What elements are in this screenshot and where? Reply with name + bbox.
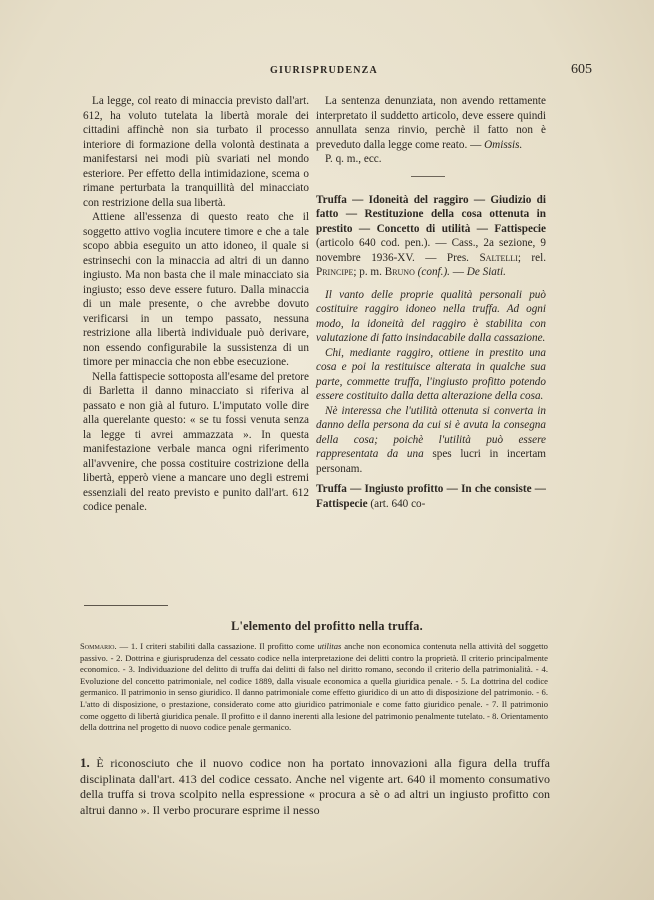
case-rel-label: ; rel.	[517, 251, 546, 264]
next-case-title: Truffa — Ingiusto profitto — In che consiste — Fattispecie	[316, 483, 546, 510]
section-title: L'elemento del profitto nella truffa.	[231, 619, 423, 633]
summary-part-2: anche non economica contenuta nella attività del soggetto passivo. - 2. Dottrina e giurisprudenza del cessato codice nella interpretazione dei delitti contro la proprietà. Il criterio principalmente economico. - 3. Individuazione del delitto di truffa dai delitti di falso nel diritto romano, secondo il criterio della patrimonialità. - 4. Evoluzione del concetto patrimoniale, nel codice 1889, dalla visuale economica a quella giuridica penale. - 5. La dottrina del codice germanico. Il patrimonio in senso giuridico. Il danno patrimoniale come effetto giuridico di un atto di disposizione del patrimonio. - 6. L'atto di disposizione, o prestazione, considerato come atto giuridico patrimoniale e come fatto giuridico penale. - 7. Il patrimonio come oggetto di libertà giuridica penale. Il profitto e il danno inerenti alla lesione del patrimonio penalmente tutelato. - 8. Orientamento della dottrina nel progetto di nuovo codice penale germanico.	[80, 641, 548, 733]
case-pm-label: ; p. m.	[353, 266, 382, 278]
case-heading-title: Truffa — Idoneità del raggiro — Giudizio di fatto — Restituzione della cosa ottenuta in prestito — Concetto di utilità — Fattispecie	[316, 193, 546, 235]
page-number: 605	[571, 62, 592, 77]
case-pm: Bruno	[384, 266, 415, 278]
case-rel: Principe	[316, 266, 354, 278]
right-intro-paragraph	[316, 94, 546, 152]
maxim-3	[316, 404, 546, 477]
paragraph-number: 1.	[80, 755, 90, 770]
maxim-3-latin: spes lucri in incertam personam.	[316, 448, 547, 475]
page-header	[80, 62, 602, 82]
summary-utilitas: utilitas	[317, 641, 342, 651]
left-paragraph-2: Attiene all'essenza di questo reato che il soggetto attivo voglia incutere timore e che a tale scopo abbia eseguito un atto idoneo, il quale si estrinsechi con la minaccia ad altri di un danno ingiusto. Ma non basta che il male minacciato sia ingiusto; esso deve essere futuro. Dalla minaccia di un male presente, o che avrebbe dovuto verificarsi in un tempo passato, nessuna restrizione alla libertà individuale può derivare, non essendo configurabile la sussistenza di un timore per minaccia che non ebbe esecuzione.	[83, 211, 309, 368]
next-case-heading	[316, 482, 546, 511]
case-president: Saltelli	[479, 251, 518, 264]
summary-part-1: — 1. I criteri stabiliti dalla cassazione. Il profitto come	[119, 641, 315, 651]
case-defense: De Siati.	[466, 266, 506, 278]
case-heading-ref: (articolo 640 cod. pen.). — Cass., 2a sezione, 9 novembre 1936-XV. — Pres.	[316, 237, 546, 264]
left-paragraph-3: Nella fattispecie sottoposta all'esame del pretore di Barletta il danno minacciato si riferiva al passato e non già al futuro. L'imputato volle dire alla querelante questo: « se tu fossi venuta senza la legge ti avrei ammazzata ». In questa manifestazione verbale manca ogni riferimento all'avvenire, che possa costituire costrizione della libertà, epperò viene a mancare uno degli estremi essenziali del reato previsto e punito dall'art. 612 codice penale.	[83, 370, 309, 513]
signoff: P. q. m., ecc.	[325, 153, 382, 165]
omissis: Omissis.	[484, 138, 523, 151]
right-intro-text: La sentenza denunziata, non avendo rettamente interpretato il suddetto articolo, deve essere quindi annullata senza rinvio, perchè il fatto non è preveduto dalla legge come reato. —	[316, 95, 546, 151]
case-heading	[316, 193, 546, 280]
maxim-2: Chi, mediante raggiro, ottiene in prestito una cosa e poi la restituisce alterata in qualche sua parte, commette truffa, l'ingiusto profitto potendo essere costituito dalla detta alterazione della cosa.	[316, 346, 546, 402]
body-paragraph	[80, 755, 550, 818]
paragraph-text: È riconosciuto che il nuovo codice non ha portato innovazioni alla figura della truffa disciplinata dall'art. 413 del codice cessato. Anche nel vigente art. 640 il momento consumativo della truffa si trova scolpito nella espressione « procura a sè o ad altri un ingiusto profitto con altrui danno ». Il verbo procurare esprime il nesso	[80, 756, 551, 817]
maxim-1: Il vanto delle proprie qualità personali può costituire raggiro idoneo nella truffa. Ad ogni modo, la idoneità del raggiro è stabilita con valutazione di fatto insindacabile dalla cassazione.	[316, 288, 546, 344]
left-column	[83, 94, 309, 515]
case-dash: —	[452, 266, 464, 278]
separator-rule	[411, 176, 445, 177]
maxim-3-text: Nè interessa che l'utilità ottenuta si converta in danno della persona da cui si è avuta la consegna della cosa; poichè l'utilità può essere rappresentata da una	[316, 404, 546, 460]
body-paragraph-1	[80, 755, 550, 818]
right-column	[316, 94, 546, 519]
left-paragraph-1: La legge, col reato di minaccia previsto dall'art. 612, ha voluto tutelata la libertà morale dei cittadini affinchè non sia turbato il processo interiore di formazione della volontà destinata a manifestarsi nei modi più svariati nel mondo esteriore. Per effetto della intimidazione, scema o rimane perturbata la tranquillità del minacciato con restrizione della sua libertà.	[83, 95, 309, 209]
summary	[80, 641, 548, 734]
case-conf: (conf.).	[417, 266, 450, 278]
running-head: GIURISPRUDENZA	[270, 65, 378, 76]
next-case-tail: (art. 640 co-	[370, 497, 426, 510]
section-rule	[84, 605, 168, 606]
summary-label: Sommario.	[80, 641, 117, 651]
summary-text	[80, 641, 548, 734]
